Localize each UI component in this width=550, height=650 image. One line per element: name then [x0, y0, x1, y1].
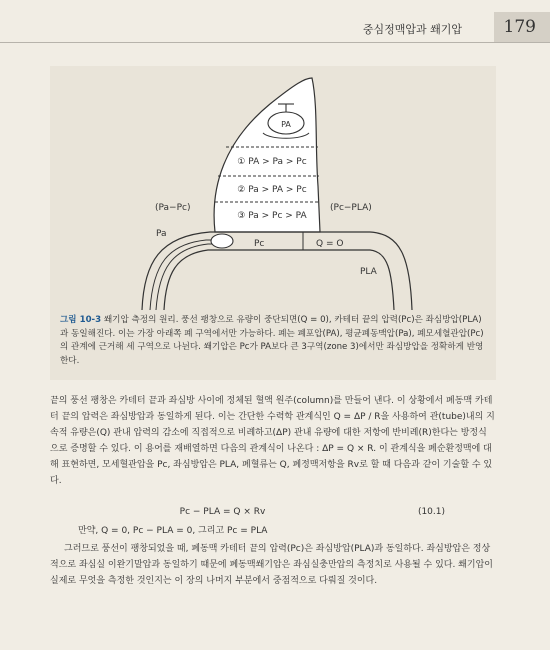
equation-condition: 만약, Q = 0, Pc − PLA = 0, 그리고 Pc = PLA [78, 526, 268, 536]
pc-pla-label: (Pc−PLA) [330, 203, 372, 213]
caption-text: 쐐기압 측정의 원리. 풍선 팽창으로 유량이 중단되면(Q = 0), 카테터 끝의 압력(Pc)은 좌심방압(PLA)과 동일해진다. 이는 가장 아래쪽 폐 구역에서만 가능하다. 폐는 폐포압(PA), 평균폐동맥압(Pa), 폐모세혈관압(Pc)의 관계에 근거해 세 구역으로 나뉜다. 쐐기압은 Pc가 PA보다 큰 3구역(zone 3)에서만 좌심방압을 정확하게 반영한다. [60, 315, 484, 367]
figure-10-3 [50, 66, 496, 380]
header-rule [0, 42, 550, 43]
body-text [50, 393, 495, 490]
equation-number: (10.1) [417, 507, 445, 517]
paragraph-1: 끝의 풍선 팽창은 카테터 끝과 좌심방 사이에 정체된 혈액 원주(column)를 만들어 낸다. 이 상황에서 폐동맥 카테터 끝의 압력은 좌심방압과 동일하게 된다. 이는 간단한 수력학 관계식인 Q = ΔP / R을 사용하여 관(tube)내의 지속적 유량은(Q) 관내 압력의 감소에 직접적으로 비례하고(ΔP) 관내 유량에 대한 저항에 반비례(R)한다는 방정식으로 증명할 수 있다. 이 용어를 재배열하면 다음의 관계식이 나온다 : ΔP = Q × R. 이 관계식을 폐순환정맥에 대해 표현하면, 모세혈관압을 Pc, 좌심방압은 PLA, 폐혈류는 Q, 폐정맥저항을 Rv로 할 때 다음과 같이 기술할 수 있다. [50, 396, 495, 487]
left-atrial-pressure-label: PLA [360, 267, 377, 277]
equation-10-1-text: Pc − PLA = Q × Rv [179, 507, 266, 517]
alveolar-pressure-label: PA [281, 120, 291, 129]
catheter-balloon [211, 234, 233, 248]
wedge-pressure-diagram [50, 66, 496, 310]
zone-1-label: ① PA > Pa > Pc [237, 157, 307, 167]
body-text-2 [50, 541, 495, 589]
pa-pc-label: (Pa−Pc) [155, 203, 191, 213]
zone-3-label: ③ Pa > Pc > PA [237, 211, 307, 221]
page-number: 179 [503, 17, 536, 37]
capillary-pressure-label: Pc [254, 239, 265, 249]
caption-label: 그림 10-3 [60, 315, 102, 325]
equation-10-1 [0, 507, 445, 517]
lung-outline [214, 78, 320, 232]
flow-label: Q = O [316, 239, 344, 249]
running-title: 중심정맥압과 쐐기압 [362, 23, 462, 36]
figure-caption [60, 314, 486, 369]
arterial-pressure-label: Pa [156, 229, 167, 239]
zone-2-label: ② Pa > PA > Pc [237, 185, 307, 195]
paragraph-2: 그러므로 풍선이 팽창되었을 때, 폐동맥 카테터 끝의 압력(Pc)은 좌심방압(PLA)과 동일하다. 좌심방압은 정상적으로 좌심실 이완기말압과 동일하기 때문에 폐동맥쐐기압은 좌심실충만압의 측정치로 사용될 수 있다. 쐐기압이 실제로 무엇을 측정한 것인지는 이 장의 나머지 부분에서 중점적으로 다뤄질 것이다. [50, 544, 493, 587]
